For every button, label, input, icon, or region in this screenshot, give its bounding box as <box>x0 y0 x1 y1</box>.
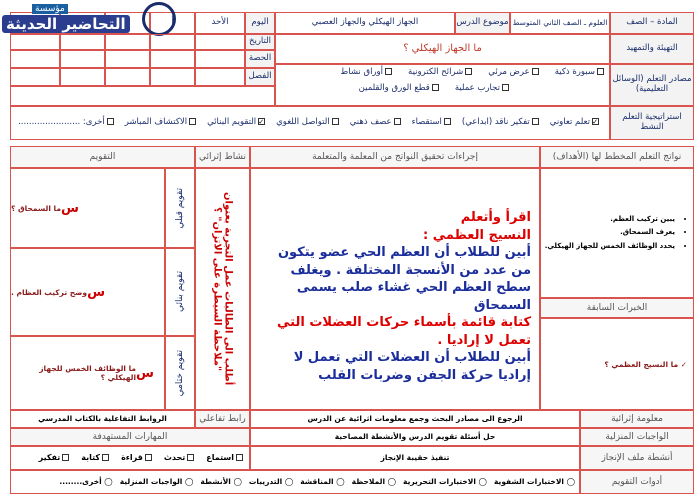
logo-line1: مؤسسة <box>32 4 68 14</box>
prior-box: ✓ ما النسيج العظمي ؟ <box>540 318 694 410</box>
intro-label: التهيئة والتمهيد <box>610 34 694 64</box>
strategy-item[interactable]: تفكير ناقد (ابداعي) <box>462 118 541 128</box>
skills-list <box>10 446 250 470</box>
outcome-item: • يحدد الوظائف الخمس للجهاز الهيكلي. <box>545 240 675 253</box>
eval-row-1 <box>10 168 165 248</box>
tool-item[interactable]: ◯ التدريبات <box>248 476 294 486</box>
outcome-item: • يبين تركيب العظم. <box>545 213 675 226</box>
homework-value: حل أسئلة تقويم الدرس والأنشطة المصاحبة <box>250 428 580 446</box>
enrich-box <box>195 168 250 410</box>
subject-value: العلوم ـ الصف الثاني المتوسط <box>510 12 610 34</box>
eval-row-3 <box>10 336 165 410</box>
period-label: الحصة <box>245 50 275 68</box>
skill-item[interactable]: تحدث <box>164 453 196 462</box>
enrich-info-value: الرجوع الى مصادر البحث وجمع معلومات اثرائية عن الدرس <box>250 410 580 428</box>
eval-q-1: ما السمحاق ؟ <box>11 203 62 213</box>
day-value: الأحد <box>195 12 245 34</box>
tool-item[interactable]: ◯ أخرى........ <box>59 476 113 486</box>
eval-s-3: س <box>136 365 154 381</box>
eval-type-1: تقويم قبلي <box>165 168 195 248</box>
tool-item[interactable]: ◯ الاختبارات التحريرية <box>403 476 487 486</box>
strategy-item[interactable]: ✓تعلم تعاوني <box>550 118 601 128</box>
strategy-item[interactable]: أخرى: ....................... <box>18 118 116 128</box>
eval-type-2: تقويم بنائي <box>165 248 195 336</box>
intro-question: ما الجهاز الهيكلي ؟ <box>275 34 610 64</box>
interactive-value[interactable]: الروابط التفاعلية بالكتاب المدرسي <box>10 410 195 428</box>
outcome-item: • يعرف السمحاق. <box>545 226 675 239</box>
resource-item[interactable]: سبورة ذكية <box>555 68 606 78</box>
resource-item[interactable]: أوراق نشاط <box>340 68 394 78</box>
procedures-box <box>250 168 540 410</box>
logo-ring-icon <box>142 2 176 36</box>
skill-item[interactable]: تفكير <box>39 453 72 462</box>
resources-list <box>275 64 610 106</box>
lesson-label: موضوع الدرس <box>455 12 510 34</box>
tool-item[interactable]: ◯ الاختبارات الشفوية <box>493 476 575 486</box>
date-label: التاريخ <box>245 34 275 50</box>
strategy-item[interactable]: عصف ذهني <box>350 118 403 128</box>
prior-item: ما النسيج العظمي ؟ <box>604 359 679 369</box>
tools-list <box>10 470 580 494</box>
eval-row-2 <box>10 248 165 336</box>
procedures-p3: أبين للطلاب أن العضلات التي تعمل لا إراديا حركة الجفن وضربات القلب <box>293 350 531 383</box>
skill-item[interactable]: استماع <box>206 453 245 462</box>
skill-item[interactable]: قراءة <box>121 453 154 462</box>
skill-item[interactable]: كتابة <box>81 453 111 462</box>
portfolio-value: تنفيذ حقيبة الإنجاز <box>250 446 580 470</box>
portfolio-label: أنشطة ملف الإنجاز <box>580 446 694 470</box>
strategy-list <box>10 106 610 140</box>
tools-label: أدوات التقويم <box>580 470 694 494</box>
class-label: الفصل <box>245 68 275 86</box>
enrich-text: أطلب الى الطالبات عمل التجربة بعنوان "ملاحظة السيطرة على الاتزان" ؟ <box>211 192 234 386</box>
eval-q-2: وضح تركيب العظام . <box>11 287 88 297</box>
eval-q-3: ما الوظائف الخمس للجهاز الهيكلي ؟ <box>39 364 137 382</box>
day-label: اليوم <box>245 12 275 34</box>
procedures-p1: أبين للطلاب أن العظم الحي عضو يتكون من عدد من الأنسجة المختلفة . ويغلف سطح العظم الحي غشاء صلب يسمى السمحاق <box>277 245 531 313</box>
tool-item[interactable]: ◯ الملاحظة <box>351 476 397 486</box>
resources-label: مصادر التعلم (الوسائل التعليمية) <box>610 64 694 106</box>
logo-line2: التحاضير الحديثة <box>2 15 130 33</box>
interactive-label: رابط تفاعلي <box>195 410 250 428</box>
enrich-info-label: معلومة إثرائية <box>580 410 694 428</box>
strategy-item[interactable]: استقصاء <box>412 118 453 128</box>
procedures-title2: النسيج العظمي : <box>422 227 531 243</box>
strategy-label: استراتيجية التعلم النشط <box>610 106 694 140</box>
tool-item[interactable]: ◯ الواجبات المنزلية <box>119 476 194 486</box>
eval-s-2: س <box>87 284 106 300</box>
col-outcomes-header: نواتج التعلم المخطط لها (الأهداف) <box>540 146 694 168</box>
strategy-item[interactable]: التواصل اللغوي <box>276 118 341 128</box>
tool-item[interactable]: ◯ الأنشطة <box>200 476 242 486</box>
subject-label: المادة – الصف <box>610 12 694 34</box>
resource-item[interactable]: تجارب عملية <box>455 84 511 94</box>
lesson-value: الجهاز الهيكلي والجهاز العصبي <box>275 12 455 34</box>
eval-s-1: س <box>61 200 79 216</box>
col-procedures-header: إجراءات تحقيق النواتج من المعلمة والمتعلمة <box>250 146 540 168</box>
homework-label: الواجبات المنزلية <box>580 428 694 446</box>
outcomes-box <box>540 168 694 298</box>
resource-item[interactable]: عرض مرئي <box>488 68 540 78</box>
tool-item[interactable]: ◯ المناقشة <box>300 476 345 486</box>
procedures-p2: كتابة قائمة بأسماء حركات العضلات التي تعمل لا إراديا . <box>277 315 531 348</box>
strategy-item[interactable]: ✓التقويم البنائي <box>207 118 267 128</box>
skills-label: المهارات المستهدفة <box>10 428 250 446</box>
strategy-item[interactable]: الاكتشاف المباشر <box>125 118 198 128</box>
col-enrich-header: نشاط إثرائي <box>195 146 250 168</box>
resource-item[interactable]: شرائح الكترونية <box>408 68 474 78</box>
resource-item[interactable]: قطع الورق والقلمين <box>359 84 441 94</box>
eval-type-3: تقويم ختامي <box>165 336 195 410</box>
prior-label: الخبرات السابقة <box>540 298 694 318</box>
day-col-2: أ <box>150 12 195 34</box>
col-evaluation-header: التقويم <box>10 146 195 168</box>
procedures-title1: اقرأ وأتعلم <box>460 210 531 225</box>
